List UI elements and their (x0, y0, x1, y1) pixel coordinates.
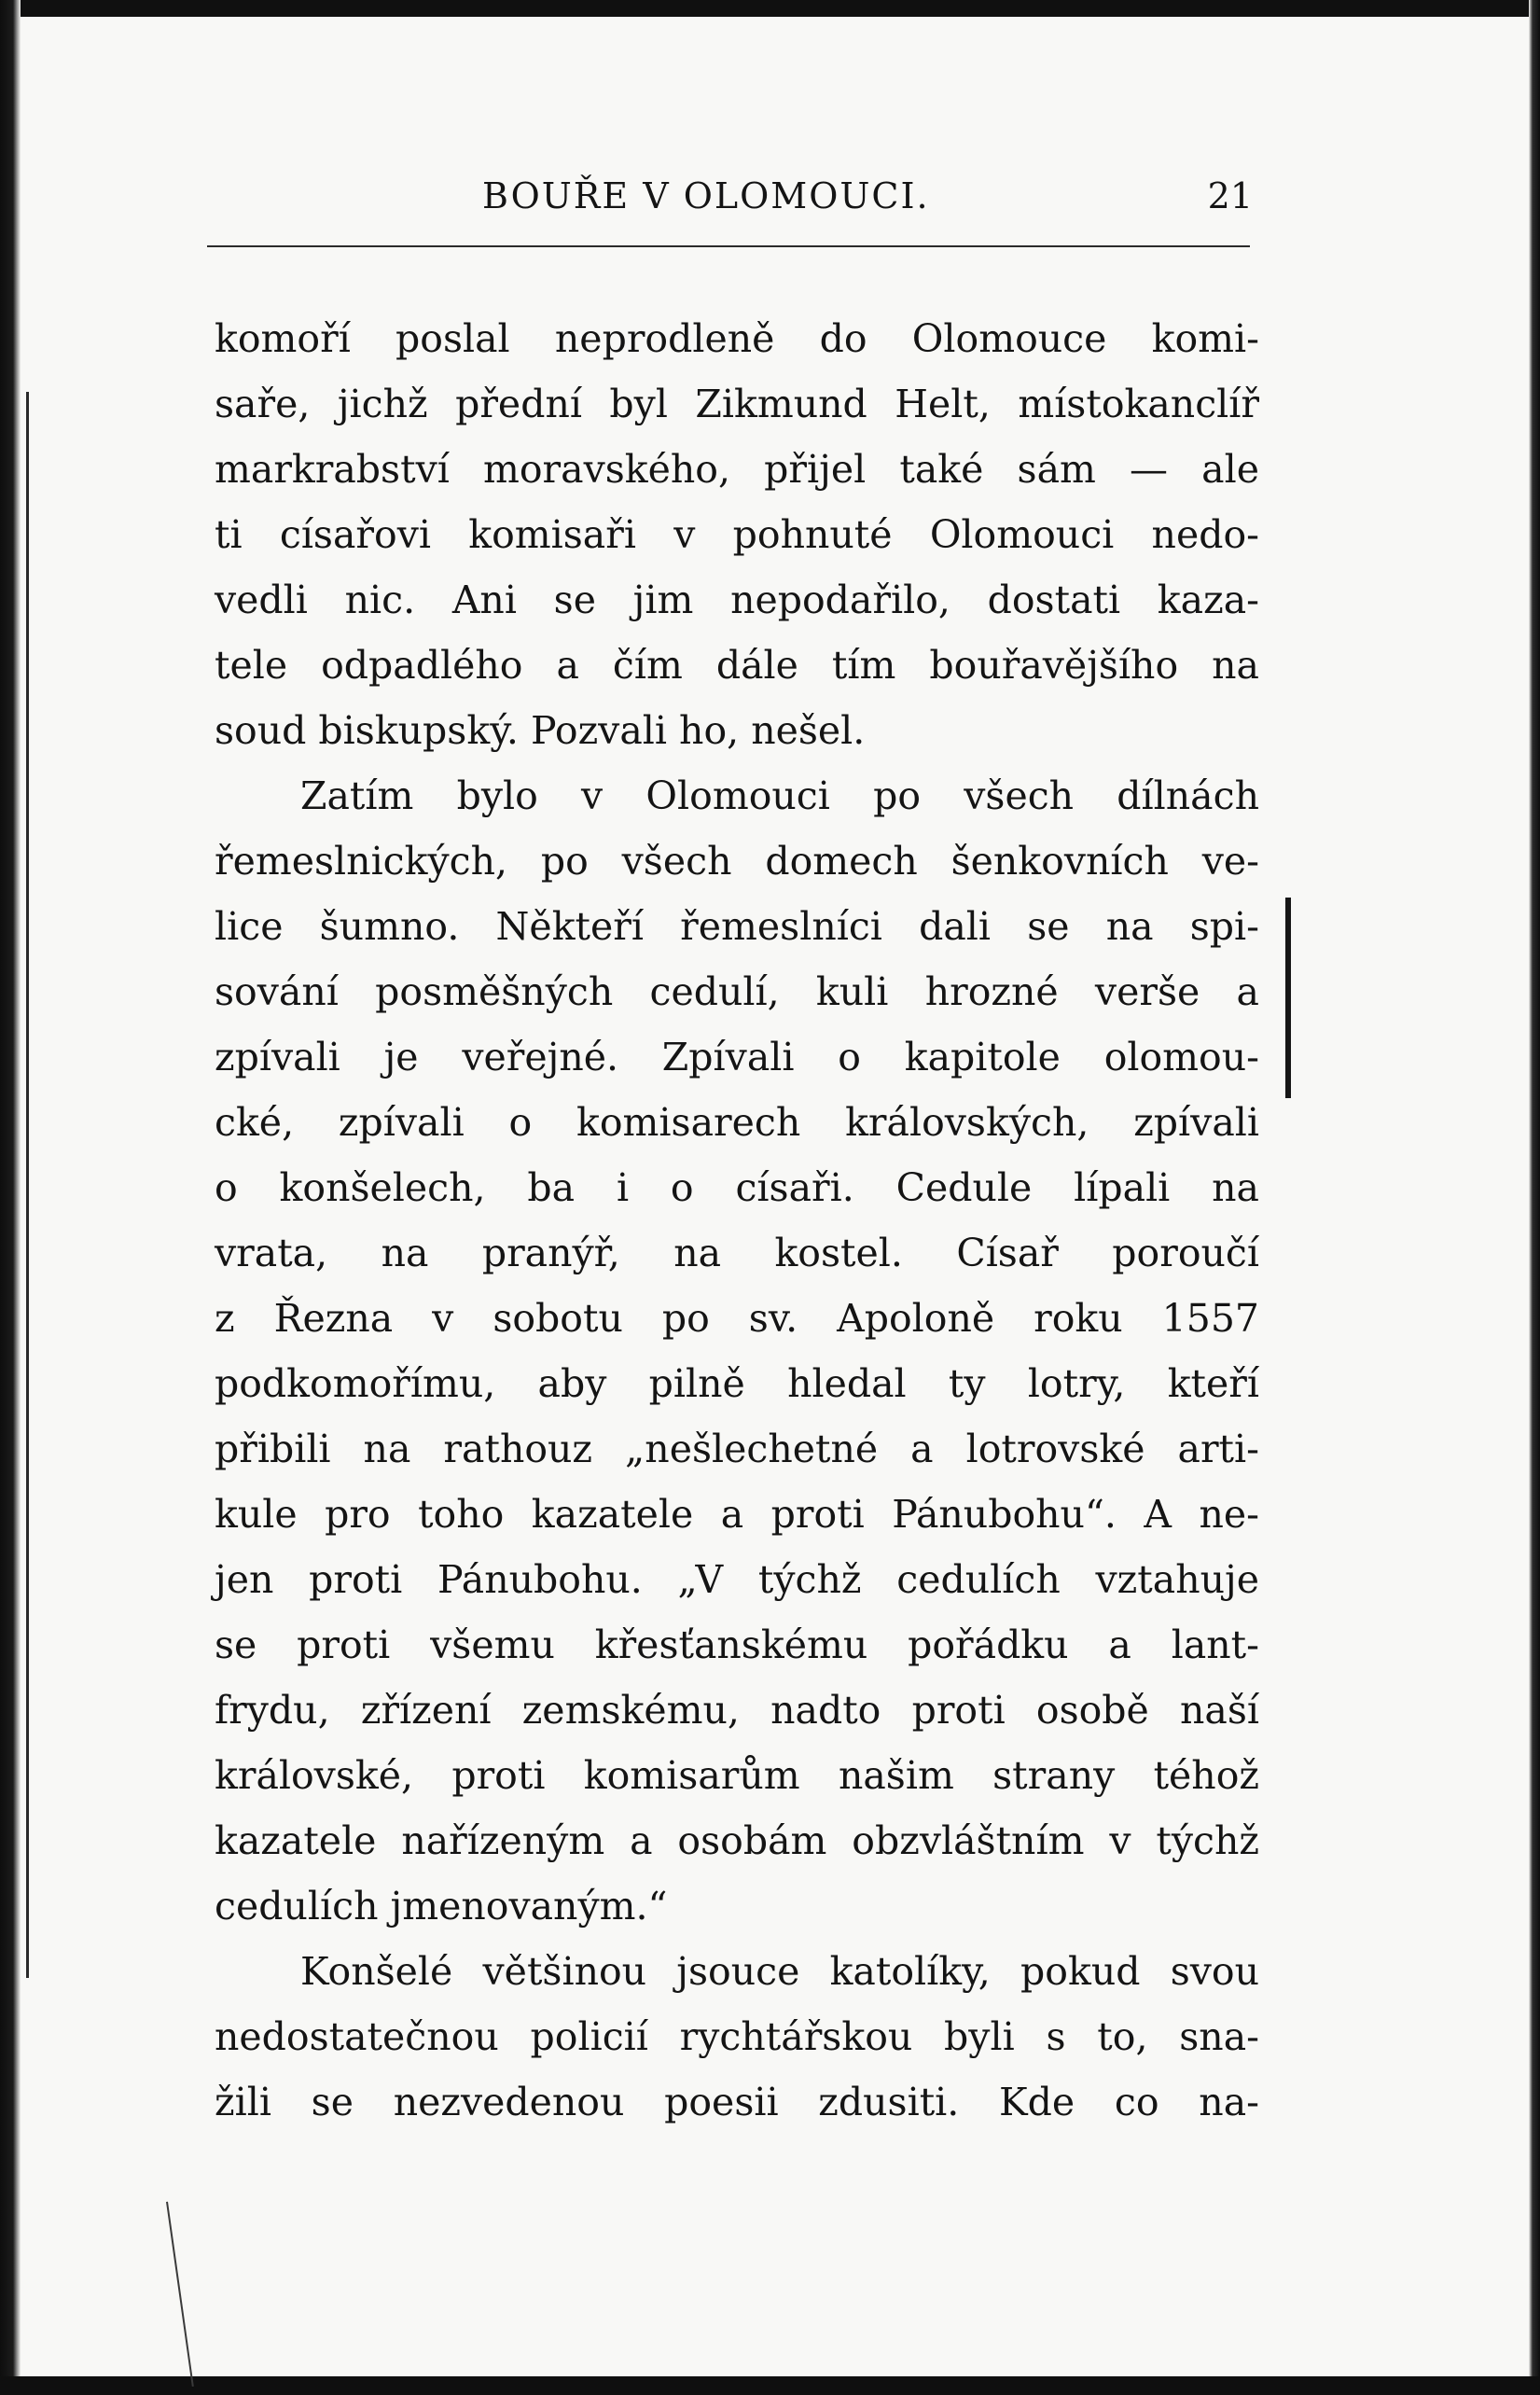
text-line: kule pro toho kazatele a proti Pánubohu“. A ne- (215, 1492, 1259, 1537)
paper-crease (166, 2202, 194, 2387)
text-line: vrata, na pranýř, na kostel. Císař poroučí (215, 1231, 1259, 1275)
text-line: vedli nic. Ani se jim nepodařilo, dostati kaza- (215, 578, 1259, 622)
text-line: cké, zpívali o komisarech královských, zpívali (215, 1100, 1259, 1145)
text-line: sování posměšných cedulí, kuli hrozné verše a (215, 969, 1259, 1014)
text-line: zpívali je veřejné. Zpívali o kapitole olomou- (215, 1035, 1259, 1079)
text-line: Zatím bylo v Olomouci po všech dílnách (300, 773, 1259, 818)
margin-pencil-mark (1285, 898, 1291, 1098)
text-line: frydu, zřízení zemskému, nadto proti osobě naší (215, 1688, 1259, 1733)
page-edge-right (1529, 0, 1540, 2395)
text-line: řemeslnických, po všech domech šenkovních ve- (215, 839, 1259, 884)
page-edge-top (0, 0, 1540, 17)
text-line: Konšelé většinou jsouce katolíky, pokud svou (300, 1949, 1259, 1994)
text-line: se proti všemu křesťanskému pořádku a lant- (215, 1622, 1259, 1667)
text-line: soud biskupský. Pozvali ho, nešel. (215, 708, 866, 753)
text-line: o konšelech, ba i o císaři. Cedule lípali na (215, 1165, 1259, 1210)
text-line: kazatele nařízeným a osobám obzvláštním v týchž (215, 1818, 1259, 1863)
text-line: přibili na rathouz „nešlechetné a lotrovské arti- (215, 1427, 1259, 1471)
page-edge-bottom (0, 2376, 1540, 2395)
text-line: nedostatečnou policií rychtářskou byli s to, sna- (215, 2014, 1259, 2059)
text-line: tele odpadlého a čím dále tím bouřavějšího na (215, 643, 1259, 688)
text-line: žili se nezvedenou poesii zdusiti. Kde co na- (215, 2080, 1259, 2124)
text-line: jen proti Pánubohu. „V týchž cedulích vztahuje (215, 1557, 1259, 1602)
text-line: komoří poslal neprodleně do Olomouce komi- (215, 316, 1259, 361)
page-number: 21 (1207, 175, 1253, 216)
header-rule (207, 245, 1250, 247)
binding-shadow (26, 392, 29, 1978)
text-line: ti císařovi komisaři v pohnuté Olomouci nedo- (215, 512, 1259, 557)
running-header (210, 164, 1253, 226)
text-line: královské, proti komisarům našim strany téhož (215, 1753, 1259, 1798)
body-text (215, 306, 1259, 2135)
text-line: markrabství moravského, přijel také sám — ale (215, 447, 1259, 492)
page-edge-left (0, 0, 21, 2395)
running-title: BOUŘE V OLOMOUCI. (482, 175, 930, 216)
text-line: lice šumno. Někteří řemeslníci dali se na spi- (215, 904, 1259, 949)
text-line: cedulích jmenovaným.“ (215, 1884, 668, 1929)
text-line: saře, jichž přední byl Zikmund Helt, místokanclíř (215, 382, 1259, 426)
text-line: z Řezna v sobotu po sv. Apoloně roku 1557 (215, 1296, 1259, 1341)
text-line: podkomořímu, aby pilně hledal ty lotry, kteří (215, 1361, 1259, 1406)
